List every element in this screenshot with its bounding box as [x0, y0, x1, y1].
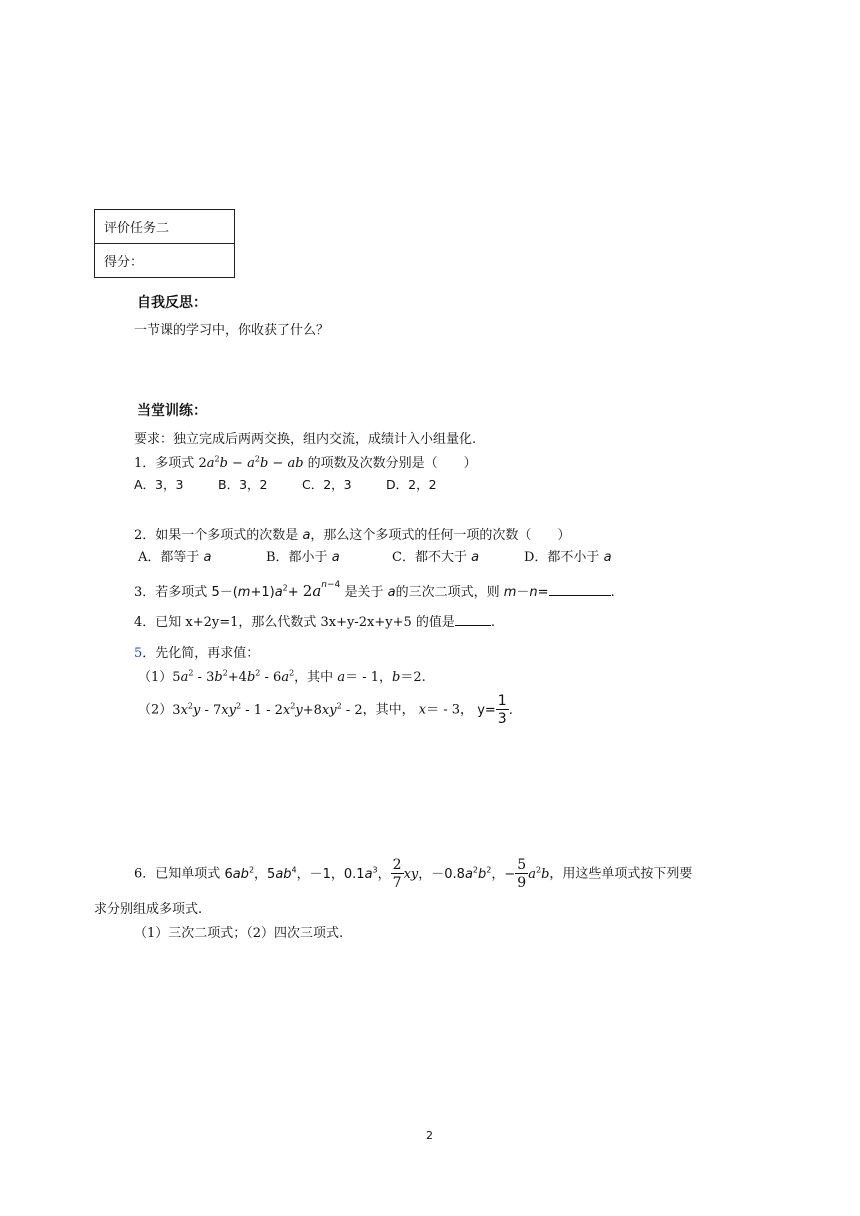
question-5-text: ．先化简，再求值： [142, 646, 260, 661]
question-2-option-c[interactable]: C．都不大于 a [392, 550, 480, 565]
question-3-number: 3． [134, 585, 156, 600]
question-2-number: 2． [134, 528, 156, 543]
question-5-part-1-expression: $5a^2 - 3b^2+4b^2 - 6a^2$ [172, 668, 295, 685]
question-5-part-2 [138, 694, 513, 726]
question-2 [134, 524, 570, 543]
question-2-variable: a [302, 528, 311, 543]
question-4-answer-blank[interactable] [455, 613, 491, 626]
question-5-part-1-tail: ，其中 [294, 670, 334, 685]
question-6-number: 6． [134, 866, 156, 882]
score-cell: 得分： [95, 244, 235, 278]
question-4: 4．已知 x+2y=1，那么代数式 3x+y-2x+y+5 的值是 . [134, 615, 496, 630]
question-5-part-1-values: a＝ - 1，b＝2. [337, 670, 426, 685]
question-6-monomials: $6ab^2$，$5ab^4$，－1，$0.1a^3$， $\frac{2}{7}$ xy，$-0.8a^2b^2$，− $\frac{5}{9}$ $a^2b$ [224, 857, 550, 891]
question-3-prefix: 若多项式 [155, 585, 208, 600]
question-6-line-3: （1）三次二项式；（2）四次三项式. [134, 926, 344, 941]
question-2-options [138, 546, 612, 565]
question-1-option-d[interactable]: D．2，2 [386, 477, 437, 492]
question-2-option-a[interactable]: A．都等于 a [138, 550, 212, 565]
question-6 [134, 858, 692, 890]
question-1-option-c[interactable]: C．2，3 [302, 477, 352, 492]
question-6-text-a: 已知单项式 [155, 866, 221, 882]
question-5-part-2-values: x＝ - 3， [418, 702, 474, 718]
question-6-text-b: ，用这些单项式按下列要 [549, 866, 693, 882]
question-5 [134, 642, 259, 661]
question-5-part-1-label: （1） [138, 670, 173, 685]
question-5-number: 5 [134, 646, 143, 661]
question-1 [134, 452, 477, 471]
question-3: 3．若多项式 $5-(m+1)a^2+ 2a^{n-4}$ 是关于 a的三次二项式，则 m－n= . [134, 580, 615, 600]
question-1-option-a[interactable]: A．3，3 [134, 477, 184, 492]
question-5-part-2-label: （2） [138, 702, 173, 718]
question-3-variable: a [387, 585, 396, 600]
question-1-suffix: 的项数及次数分别是（ ） [307, 456, 477, 471]
question-2-option-b[interactable]: B．都小于 a [266, 550, 340, 565]
question-1-prefix: 多项式 [155, 456, 195, 471]
question-3-answer-blank[interactable] [549, 583, 611, 596]
question-1-options [134, 475, 437, 493]
question-3-expression: $5-(m+1)a^2+ 2a^{n-4}$ [211, 580, 341, 600]
practice-heading: 当堂训练： [137, 403, 207, 419]
question-1-option-b[interactable]: B．3，2 [218, 477, 268, 492]
question-3-target: m－n= [503, 585, 549, 600]
question-4-text: 4．已知 x+2y=1，那么代数式 3x+y-2x+y+5 的值是 [134, 615, 455, 630]
evaluation-table [94, 209, 235, 278]
reflection-question: 一节课的学习中，你收获了什么？ [134, 323, 330, 338]
page-number: 2 [426, 1129, 433, 1142]
question-5-part-2-y-value: y= $\frac{1}{3}$ . [477, 693, 513, 727]
question-2-text-a: 如果一个多项式的次数是 [155, 528, 299, 543]
reflection-heading: 自我反思： [137, 295, 207, 311]
question-5-part-2-tail: ，其中， [362, 702, 415, 718]
practice-requirement: 要求：独立完成后两两交换，组内交流，成绩计入小组量化. [134, 432, 477, 447]
question-2-text-b: ，那么这个多项式的任何一项的次数（ ） [310, 528, 571, 543]
question-3-middle: 是关于 [344, 585, 384, 600]
evaluation-task-cell: 评价任务二 [95, 210, 235, 244]
question-2-option-d[interactable]: D．都不小于 a [524, 550, 612, 565]
question-5-part-2-expression: $3x^2y - 7xy^2 - 1 - 2x^2y+8xy^2 - 2$ [172, 701, 363, 718]
question-1-expression: $2a^2b - a^2b$ − ab [198, 454, 304, 471]
question-1-number: 1． [134, 456, 156, 471]
question-6-line-2: 求分别组成多项式. [94, 902, 203, 917]
question-5-part-1 [138, 666, 426, 685]
question-3-suffix: 的三次二项式，则 [395, 585, 500, 600]
